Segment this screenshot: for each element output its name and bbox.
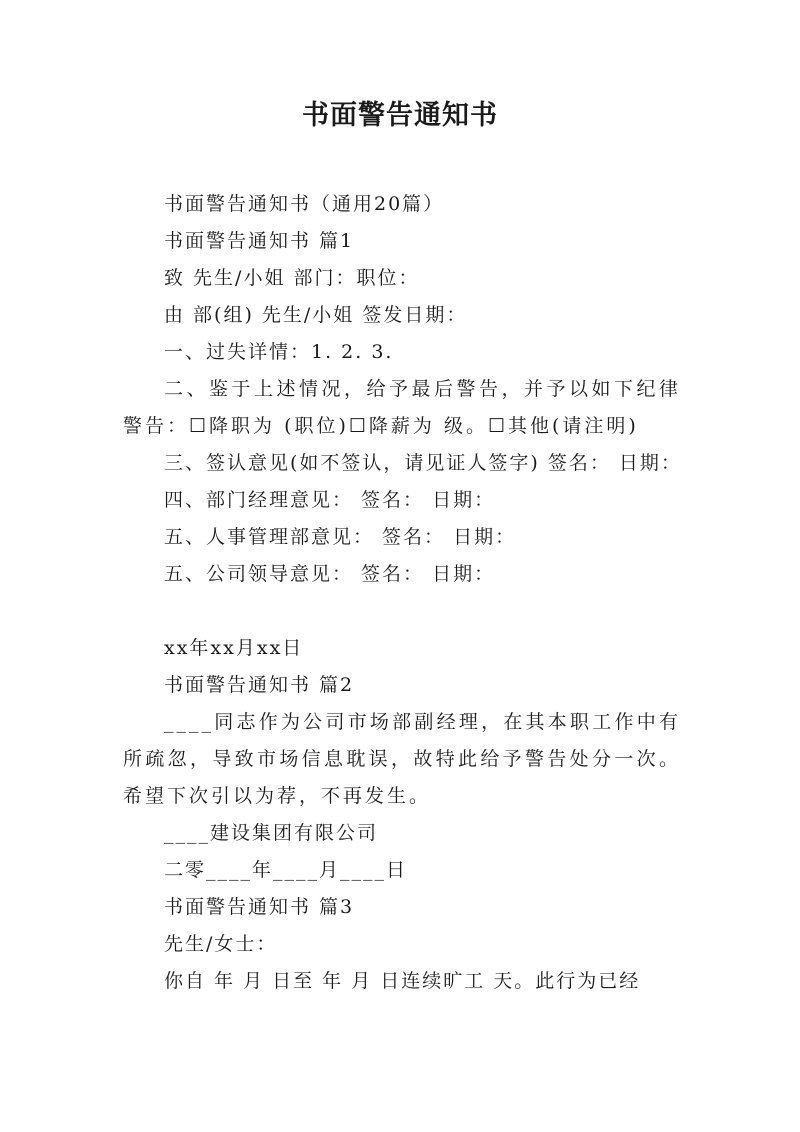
section-1-title: 书面警告通知书 篇1 [164, 230, 355, 252]
recipient-line: 致 先生/小姐 部门：职位： [164, 267, 420, 289]
section-2-title: 书面警告通知书 篇2 [164, 674, 355, 696]
collection-heading: 书面警告通知书（通用20篇） [164, 193, 445, 215]
blank-line [123, 593, 681, 630]
department-manager-item: 四、部门经理意见： 签名： 日期： [164, 489, 496, 511]
section-2-company: ____建设集团有限公司 [164, 822, 379, 844]
section-3-title: 书面警告通知书 篇3 [164, 896, 355, 918]
document-body [123, 186, 681, 1000]
section-3-greeting: 先生/女士： [164, 933, 278, 955]
section-1-date: xx年xx月xx日 [164, 637, 304, 659]
document-title: 书面警告通知书 [302, 100, 498, 131]
disciplinary-warning-item: 二、鉴于上述情况，给予最后警告，并予以如下纪律警告：☐降职为 (职位)☐降薪为 级。☐其他(请注明) [123, 378, 681, 437]
company-leader-item: 五、公司领导意见： 签名： 日期： [164, 563, 496, 585]
hr-department-item: 五、人事管理部意见： 签名： 日期： [164, 526, 517, 548]
acknowledgement-item: 三、签认意见(如不签认，请见证人签字) 签名： 日期： [164, 452, 682, 474]
section-2-date: 二零____年____月____日 [164, 859, 408, 881]
section-3-body: 你自 年 月 日至 年 月 日连续旷工 天。此行为已经 [164, 970, 641, 992]
fault-details-item: 一、过失详情：1. 2. 3. [164, 341, 394, 363]
issuer-line: 由 部(组) 先生/小姐 签发日期： [164, 304, 468, 326]
section-2-body: ____同志作为公司市场部副经理，在其本职工作中有所疏忽，导致市场信息耽误，故特此给予警告处分一次。希望下次引以为荐，不再发生。 [123, 711, 681, 807]
